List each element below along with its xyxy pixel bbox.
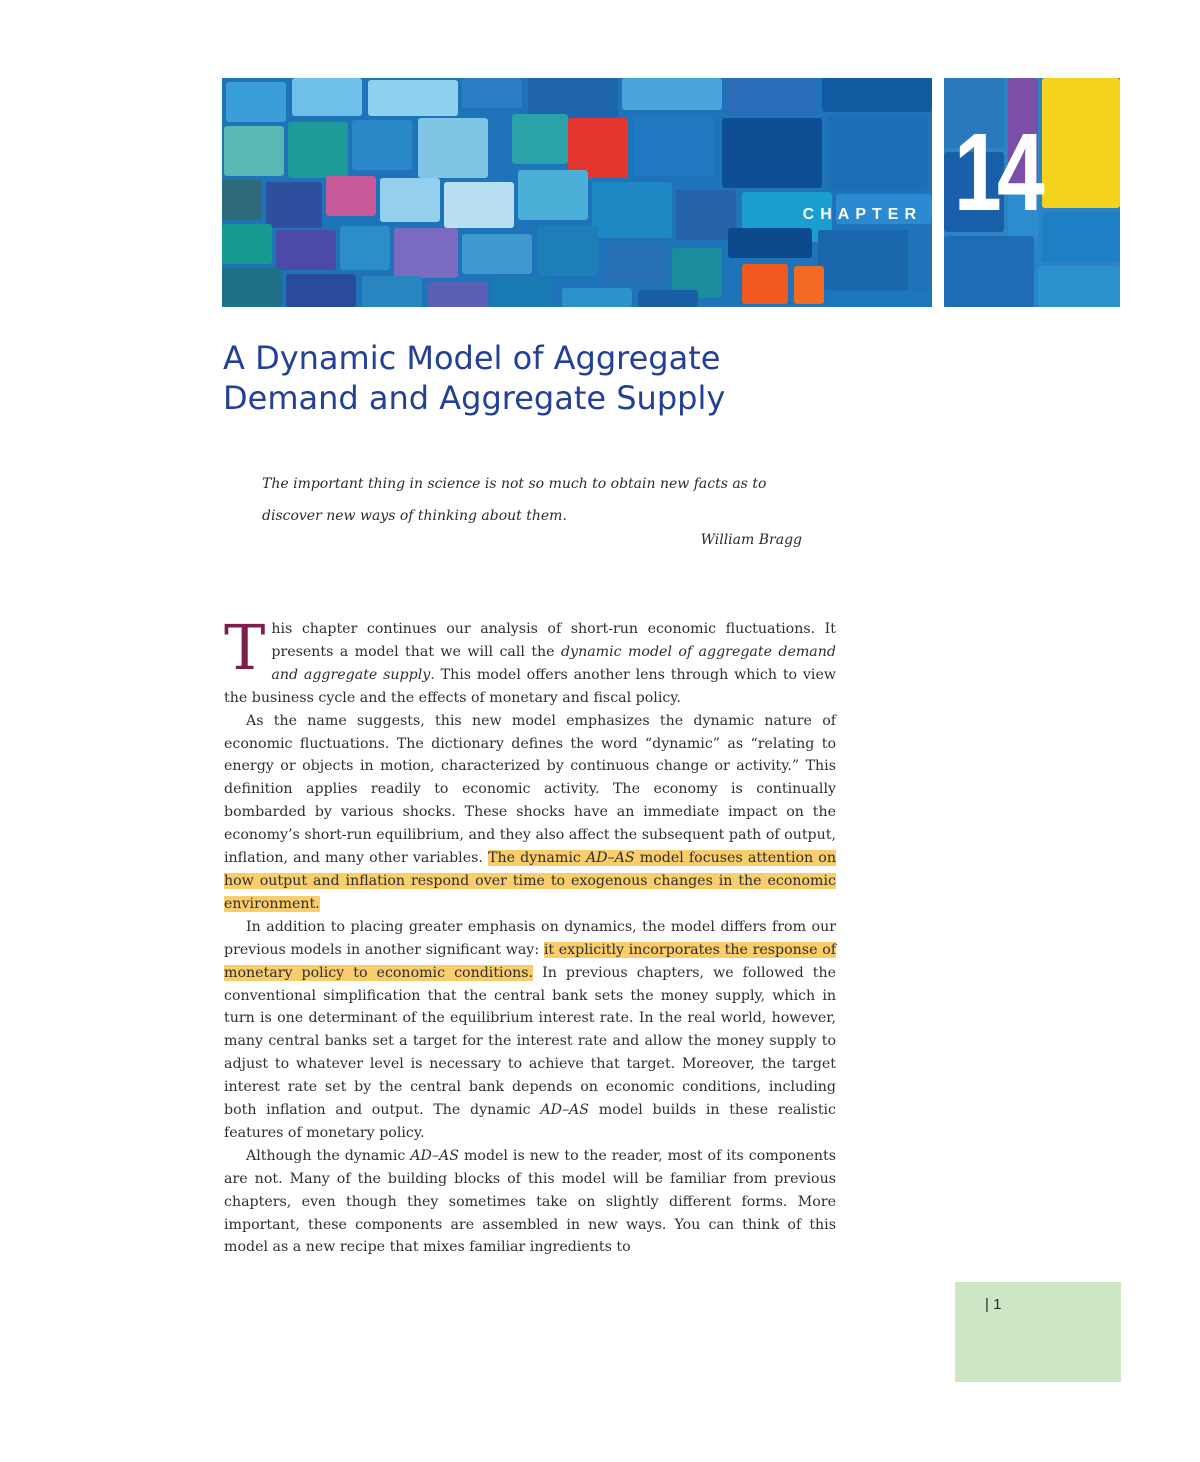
epigraph-author: William Bragg	[700, 532, 802, 548]
paragraph-2: As the name suggests, this new model emphasizes the dynamic nature of economic fluctuations. The dictionary defines the word “dynamic” as “relating to energy or objects in motion, characterized by continuous change or activity.” This definition applies readily to economic activity. The economy is continually bombarded by various shocks. These shocks have an immediate impact on the economy’s short-run equilibrium, and they also affect the subsequent path of output, inflation, and many other variables. The dynamic AD–AS model focuses attention on how output and inflation respond over time to exogenous changes in the economic environment.	[224, 712, 836, 912]
page-number: | 1	[985, 1296, 1002, 1313]
drop-cap: T	[224, 611, 266, 684]
paragraph-1: This chapter continues our analysis of short-run economic fluctuations. It presents a model that we will call the dynamic model of aggregate demand and aggregate supply. This model offers another lens through which to view the business cycle and the effects of monetary and fiscal policy.	[224, 611, 836, 706]
chapter-title-line-1: A Dynamic Model of Aggregate	[223, 339, 721, 377]
highlight-1: The dynamic AD–AS model focuses attention on how output and inflation respond over time to exogenous changes in the economic environment.	[224, 850, 836, 912]
chapter-banner-image	[222, 78, 932, 307]
page-tab	[955, 1282, 1121, 1382]
paragraph-4: Although the dynamic AD–AS model is new to the reader, most of its components are not. Many of the building blocks of this model will be familiar from previous chapters, even though they sometimes take on slightly different forms. More important, these components are assembled in new ways. You can think of this model as a new recipe that mixes familiar ingredients to	[224, 1147, 836, 1256]
chapter-title-line-2: Demand and Aggregate Supply	[223, 379, 726, 417]
chapter-label: CHAPTER	[802, 206, 922, 223]
paragraph-3: In addition to placing greater emphasis on dynamics, the model differs from our previous models in another significant way: it explicitly incorporates the response of monetary policy to economic conditions. In previous chapters, we followed the conventional simplification that the central bank sets the money supply, which in turn is one determinant of the equilibrium interest rate. In the real world, however, many central banks set a target for the interest rate and allow the money supply to adjust to whatever level is necessary to achieve that target. Moreover, the target interest rate set by the central bank depends on economic conditions, including both inflation and output. The dynamic AD–AS model builds in these realistic features of monetary policy.	[224, 918, 836, 1141]
chapter-number: 14	[954, 111, 1041, 234]
chapter-title	[223, 338, 863, 418]
highlight-2: it explicitly incorporates the response of monetary policy to economic conditions.	[224, 941, 836, 981]
body-text	[224, 611, 836, 1259]
epigraph-quote: The important thing in science is not so much to obtain new facts as to discover new ways of thinking about them.	[262, 476, 767, 524]
chapter-number-panel	[944, 78, 1120, 307]
